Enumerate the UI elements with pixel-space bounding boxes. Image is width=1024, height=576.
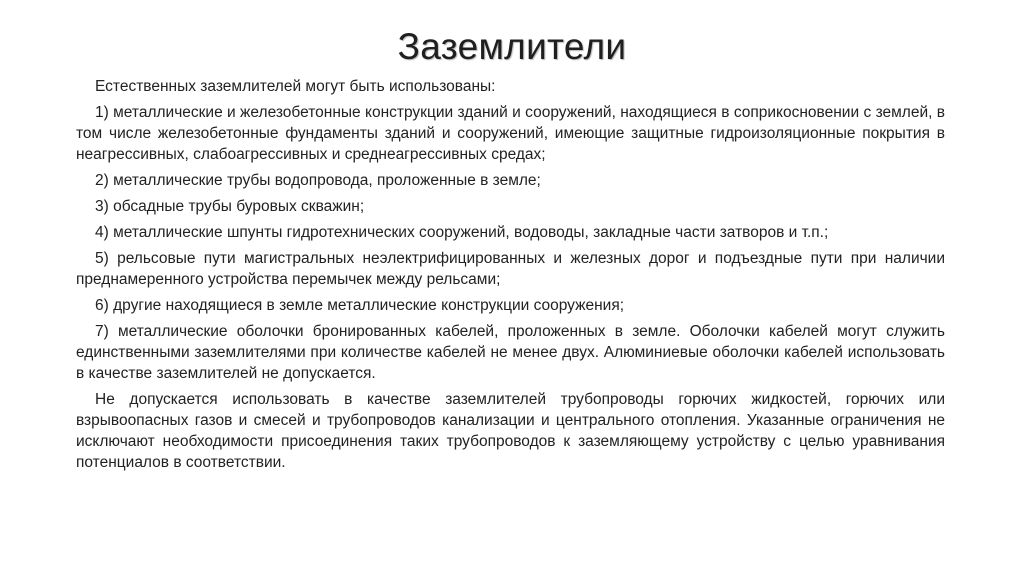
list-item-2: 2) металлические трубы водопровода, проложенные в земле; <box>95 172 541 189</box>
list-item-5: 5) рельсовые пути магистральных неэлектрифицированных и железных дорог и подъездные пути при наличии преднамеренного устройства перемычек между рельсами; <box>76 250 945 288</box>
slide-body <box>76 76 945 478</box>
list-item-3: 3) обсадные трубы буровых скважин; <box>95 198 365 215</box>
paragraph-intro: Естественных заземлителей могут быть использованы: <box>95 78 496 95</box>
list-item-7: 7) металлические оболочки бронированных кабелей, проложенных в земле. Оболочки кабелей могут служить единственными заземлителями при количестве кабелей не менее двух. Алюминиевые оболочки кабелей использовать в качестве заземлителей не допускается. <box>76 323 945 382</box>
list-item-1: 1) металлические и железобетонные конструкции зданий и сооружений, находящиеся в соприкосновении с землей, в том числе железобетонные фундаменты зданий и сооружений, имеющие защитные гидроизоляционные покрытия в неагрессивных, слабоагрессивных и среднеагрессивных средах; <box>76 104 945 163</box>
paragraph-restrictions: Не допускается использовать в качестве заземлителей трубопроводы горючих жидкостей, горючих или взрывоопасных газов и смесей и трубопроводов канализации и центрального отопления. Указанные ограничения не исключают необходимости присоединения таких трубопроводов к заземляющему устройству с целью уравнивания потенциалов в соответствии. <box>76 391 945 471</box>
list-item-6: 6) другие находящиеся в земле металлические конструкции сооружения; <box>95 297 625 314</box>
slide-title: Заземлители <box>397 26 627 67</box>
list-item-4: 4) металлические шпунты гидротехнических сооружений, водоводы, закладные части затворов и т.п.; <box>95 224 829 241</box>
